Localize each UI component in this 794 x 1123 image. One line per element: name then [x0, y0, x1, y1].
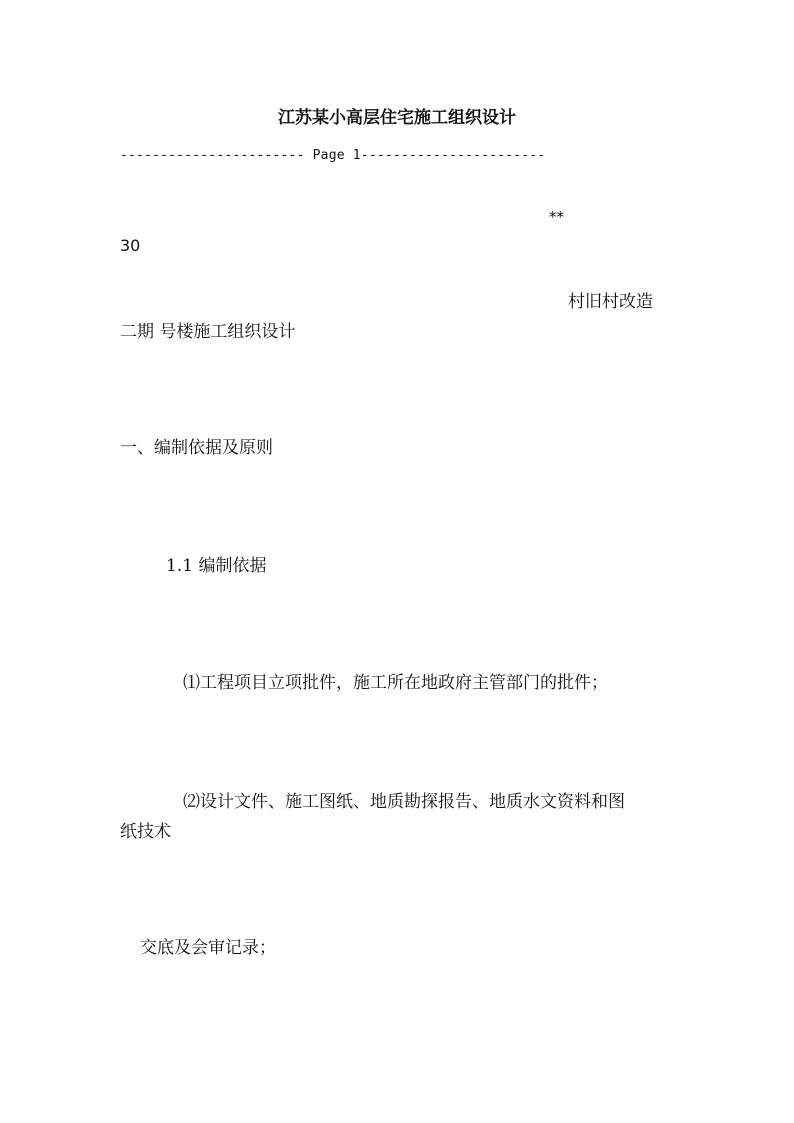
- section-heading-1: 一、编制依据及原则: [120, 438, 273, 458]
- number-text: 30: [120, 236, 141, 255]
- basis-item-2-line-3: 交底及会审记录；: [140, 938, 276, 958]
- village-line: 村旧村改造: [568, 292, 653, 312]
- page-separator: ----------------------- Page 1-----------------------: [120, 148, 546, 163]
- basis-item-1: ⑴工程项目立项批件，施工所在地政府主管部门的批件；: [183, 673, 608, 693]
- phase-line: 二期 号楼施工组织设计: [120, 322, 296, 342]
- basis-item-2-line-2: 纸技术: [120, 822, 171, 842]
- redacted-stars: **: [549, 208, 564, 226]
- subsection-heading-1-1: 1.1 编制依据: [166, 556, 267, 576]
- document-title: 江苏某小高层住宅施工组织设计: [278, 108, 516, 128]
- basis-item-2-line-1: ⑵设计文件、施工图纸、地质勘探报告、地质水文资料和图: [183, 792, 625, 812]
